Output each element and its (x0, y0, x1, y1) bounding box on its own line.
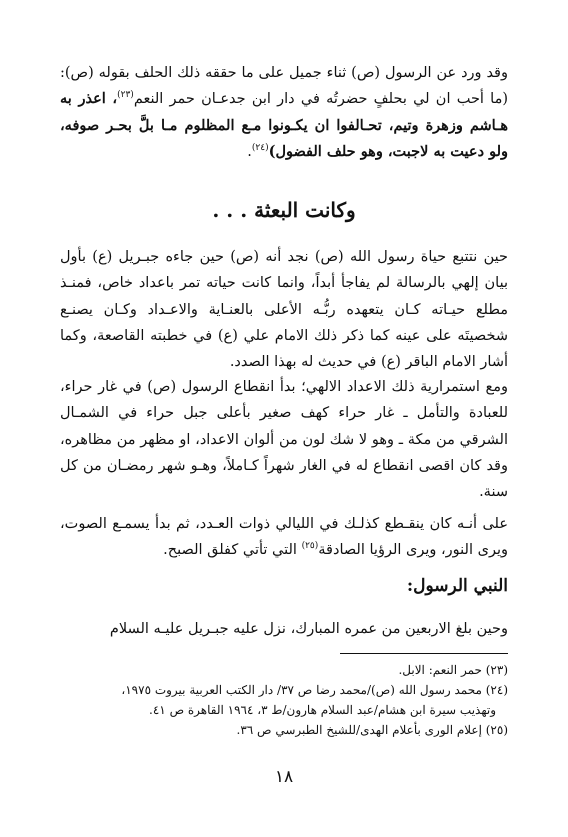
footnote-24-continued: وتهذيب سيرة ابن هشام/عبد السلام هارون/ط ٣، ١٩٦٤ القاهرة ص ٤١. (149, 703, 496, 717)
paragraph-cave-hira: ومع استمرارية ذلك الاعداد الالهي؛ بدأ انقطاع الرسول (ص) في غار حراء، للعبادة والتأمل ـ غار حراء كهف صغير بأعلى جبل حراء في الشمـال الشرقي من مكة ـ وهو لا شك لون من ألوان الاعداد، او مظهر من مظاهره، وقد كان اقصى انقطاع له في الغار شهراً كـاملاً، وهـو شهر رمضـان من كل سنة. (60, 379, 508, 501)
subsection-heading: النبي الرسول: (406, 576, 508, 596)
paragraph-visions-text: على أنـه كان ينقـطع كذلـك في الليالي ذوات العـدد، ثم بدأ يسمـع الصوت، ويرى النور، ويرى الرؤيا الصادقة (60, 516, 508, 559)
footnote-ref-23: (٢٣) (117, 90, 134, 101)
paragraph-end-mark: . (247, 143, 252, 160)
page-number: ١٨ (274, 767, 294, 787)
section-heading: وكانت البعثة . . . (212, 198, 356, 222)
paragraph-intro-text: وقد ورد عن الرسول (ص) ثناء جميل على ما حققه ذلك الحلف بقوله (ص): (ما أحب ان لي بحلفٍ حضرتُه في دار ابن جدعـان حمر النعم (60, 65, 508, 108)
footnote-24: (٢٤) محمد رسول الله (ص)/محمد رضا ص ٣٧/ دار الكتب العربية بيروت ١٩٧٥، (121, 683, 508, 697)
paragraph-prophet-preparation: حين نتتبع حياة رسول الله (ص) نجد أنه (ص) حين جاءه جبـريل (ع) بأول بيان إلهي بالرسالة لم يفاجأ أبداً، وانما كانت حياته تمر باعداد خاص، فمنـذ مطلع حيـاته كـان يتعهده ربُّـه الأعلى بالعنـاية والاعـداد وكـان يصنـع شخصيتَه على عينه كما ذكر ذلك الامام علي (ع) في خطبته القاصعة، وكما أشار الامام الباقر (ع) في حديث له بهذا الصدد. (60, 249, 508, 371)
footnote-ref-25: (٢٥) (301, 541, 319, 552)
footnote-23: (٢٣) حمر النعم: الابل. (398, 663, 508, 677)
footnote-25: (٢٥) إعلام الورى بأعلام الهدى/للشيخ الطبرسي ص ٣٦. (236, 723, 508, 737)
footnote-ref-24: (٢٤) (251, 143, 269, 154)
paragraph-hilf-al-fudul (60, 60, 508, 165)
paragraph-revelation: وحين بلغ الاربعين من عمره المبارك، نزل عليه جبـريل عليـه السلام (109, 621, 508, 637)
footnotes (60, 660, 508, 740)
quoted-hadith-text: ، اعذر به هـاشم وزهرة وتيم، تحـالفوا ان يكـونوا مـع المظلوم مـا بلَّ بحـر صوفه، ولو دعيت به لاجبت، وهو حلف الفضول) (60, 90, 508, 160)
paragraph-visions-end: التي تأتي كفلق الصبح. (163, 542, 302, 559)
paragraph-true-visions (60, 511, 508, 564)
footnote-divider (340, 653, 508, 654)
